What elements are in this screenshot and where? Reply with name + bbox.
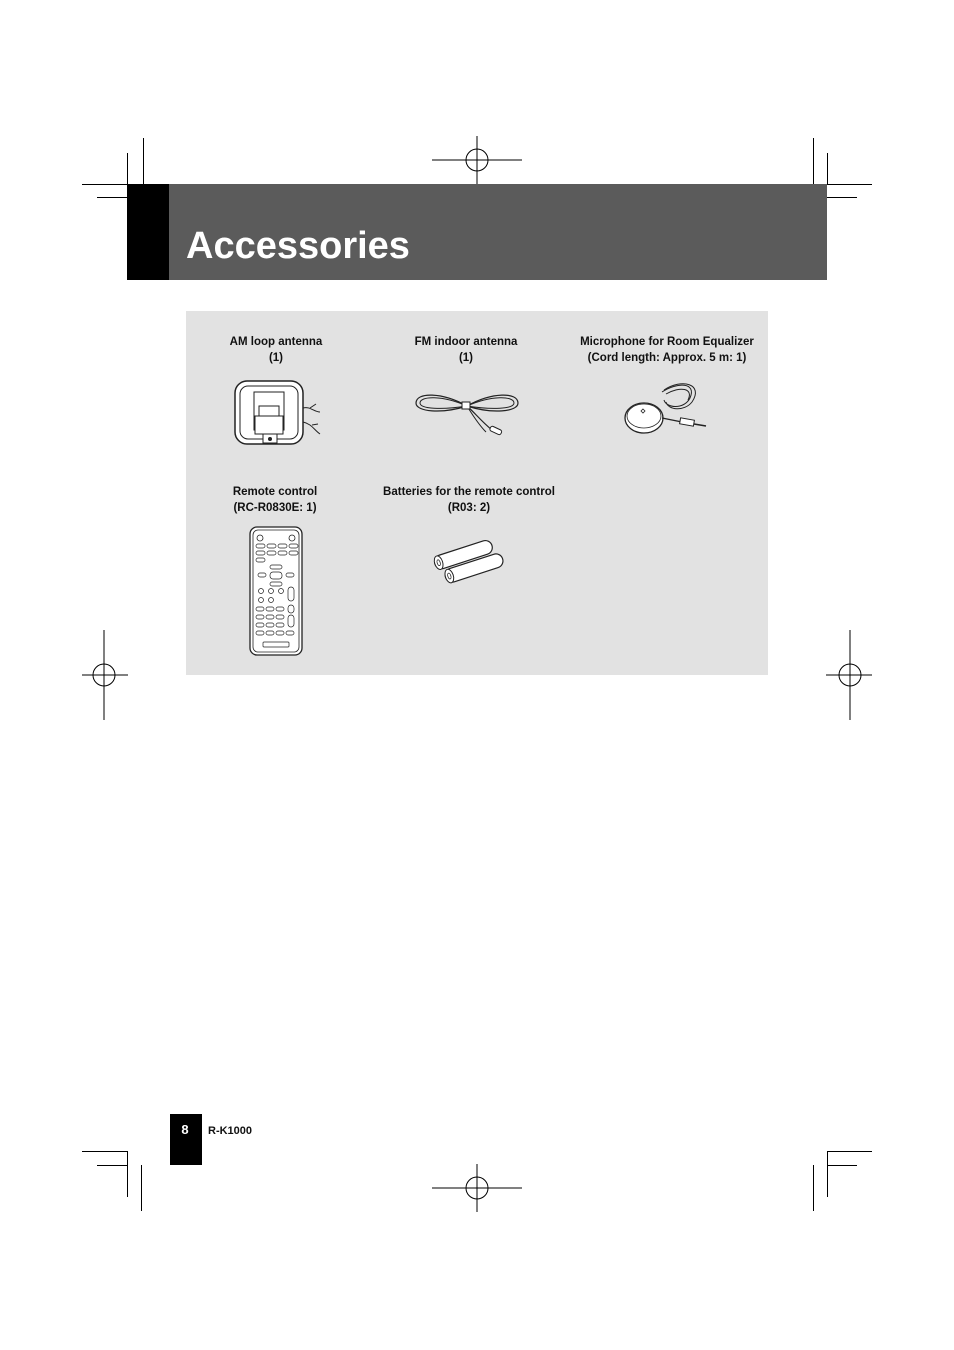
page-number: 8 bbox=[181, 1122, 189, 1137]
accessory-label-am-loop-antenna: AM loop antenna (1) bbox=[229, 336, 323, 364]
remote-control-icon bbox=[248, 525, 304, 657]
registration-mark-right bbox=[826, 628, 874, 722]
header-accent-block bbox=[127, 184, 169, 280]
page-title: Accessories bbox=[186, 225, 410, 267]
accessory-label-remote-control: Remote control (RC-R0830E: 1) bbox=[232, 486, 318, 514]
fm-indoor-antenna-icon bbox=[412, 386, 522, 442]
microphone-icon bbox=[622, 378, 712, 440]
accessory-label-microphone: Microphone for Room Equalizer (Cord length: Approx. 5 m: 1) bbox=[580, 336, 754, 364]
registration-mark-top bbox=[430, 136, 524, 184]
am-loop-antenna-icon bbox=[230, 378, 322, 450]
batteries-icon bbox=[428, 538, 512, 586]
registration-mark-left bbox=[80, 628, 128, 722]
registration-mark-bottom bbox=[430, 1164, 524, 1212]
model-name: R-K1000 bbox=[208, 1125, 253, 1137]
accessory-label-fm-indoor-antenna: FM indoor antenna (1) bbox=[414, 336, 518, 364]
accessory-label-batteries: Batteries for the remote control (R03: 2) bbox=[383, 486, 555, 514]
